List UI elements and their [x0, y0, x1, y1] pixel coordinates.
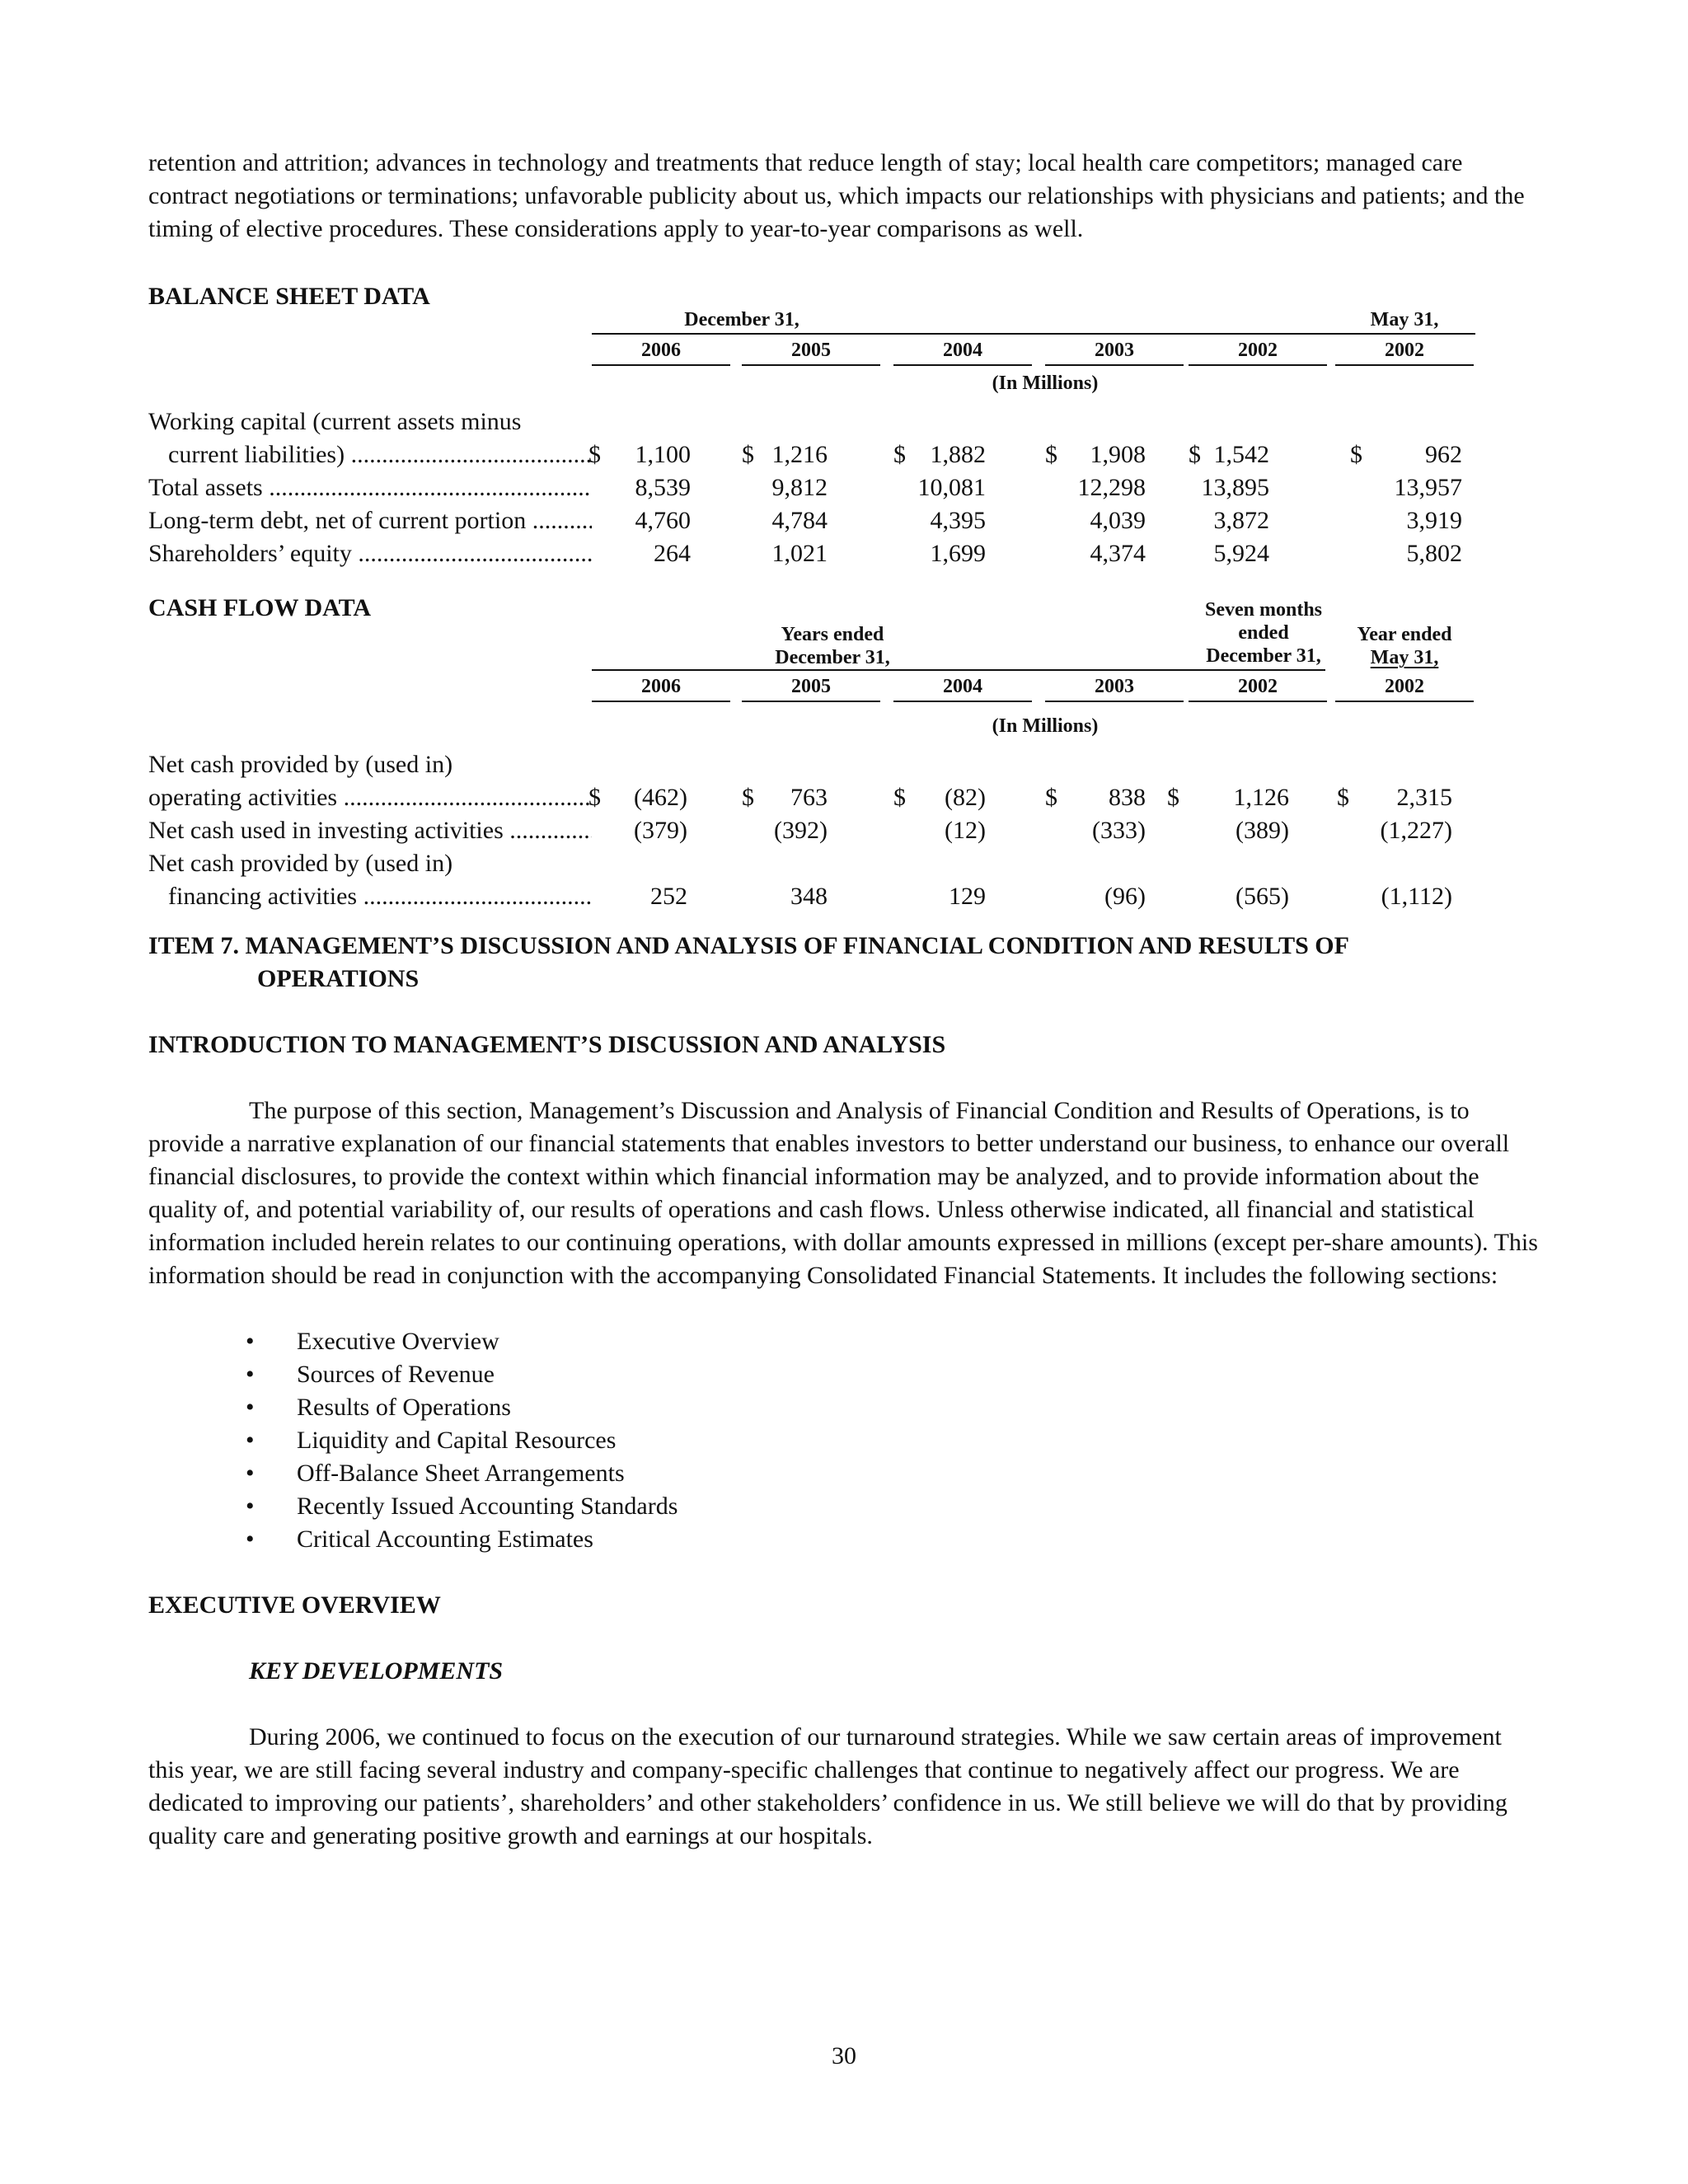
- units-label: (In Millions): [992, 715, 1099, 737]
- list-item-text: Results of Operations: [297, 1394, 511, 1421]
- table-cell-value: 1,542: [1213, 441, 1269, 468]
- list-item-text: Critical Accounting Estimates: [297, 1526, 593, 1553]
- intro-paragraph: retention and attrition; advances in technology and treatments that reduce length of stay; local health care competitors; managed care contract negotiations or terminations; unfavorable publicity about us, which impacts our relationships with physicians and patients; and the timing of elective procedures. These considerations apply to year-to-year comparisons as well.: [148, 149, 1525, 242]
- currency-sign: $: [893, 441, 906, 468]
- table-cell-value: (379): [634, 817, 687, 844]
- table-cell-value: 5,802: [1406, 540, 1462, 567]
- intro-mda-heading: INTRODUCTION TO MANAGEMENT’S DISCUSSION AND ANALYSIS: [148, 1031, 946, 1058]
- table-cell-value: 1,908: [1090, 441, 1146, 468]
- table-cell-value: 13,957: [1394, 474, 1462, 501]
- bullet-icon: •: [246, 1361, 255, 1388]
- balance-sheet-heading: BALANCE SHEET DATA: [148, 283, 430, 310]
- currency-sign: $: [1045, 784, 1057, 811]
- group-label-may: May 31,: [1370, 309, 1439, 330]
- column-header-2: 2004: [943, 676, 982, 697]
- column-rule: [1189, 701, 1327, 702]
- table-cell-value: 962: [1425, 441, 1462, 468]
- row-label: Shareholders’ equity .....: [148, 537, 592, 570]
- row-label: Net cash used in investing activities .....: [148, 814, 592, 847]
- column-rule: [893, 364, 1032, 366]
- table-cell-value: 3,919: [1406, 507, 1462, 534]
- column-rule: [1335, 701, 1474, 702]
- column-rule: [893, 701, 1032, 702]
- group-label-years-ended: Years ended December 31,: [775, 624, 890, 668]
- table-cell-value: (389): [1236, 817, 1289, 844]
- mda-sections-list: [148, 1325, 1541, 1556]
- table-cell-value: 3,872: [1213, 507, 1269, 534]
- table-row: [148, 504, 1500, 537]
- bullet-icon: •: [246, 1526, 255, 1553]
- table-cell-value: 9,812: [771, 474, 828, 501]
- list-item: [148, 1358, 1541, 1391]
- table-row-label-line: [148, 847, 1500, 880]
- table-cell-value: 838: [1109, 784, 1146, 811]
- table-cell-value: 10,081: [917, 474, 986, 501]
- currency-sign: $: [1350, 441, 1362, 468]
- table-cell-value: (12): [945, 817, 986, 844]
- list-item: [148, 1457, 1541, 1490]
- item7-heading: ITEM 7. MANAGEMENT’S DISCUSSION AND ANALYSIS OF FINANCIAL CONDITION AND RESULTS OF OPERATIONS: [148, 932, 1349, 992]
- row-label: operating activities .....: [148, 781, 592, 814]
- table-cell-value: 763: [790, 784, 828, 811]
- list-item: [148, 1325, 1541, 1358]
- document-page: [148, 147, 1541, 1853]
- row-label: current liabilities) .....: [148, 438, 592, 471]
- list-item-text: Off-Balance Sheet Arrangements: [297, 1460, 625, 1487]
- table-cell-value: (1,227): [1380, 817, 1452, 844]
- table-cell-value: (333): [1092, 817, 1146, 844]
- column-header-1: 2005: [791, 676, 831, 697]
- column-header-3: 2003: [1095, 676, 1134, 697]
- table-cell-value: 129: [949, 883, 986, 910]
- list-item-text: Executive Overview: [297, 1328, 499, 1355]
- table-cell-value: (565): [1236, 883, 1289, 910]
- list-item: [148, 1424, 1541, 1457]
- intro-mda-paragraph: The purpose of this section, Management’s Discussion and Analysis of Financial Condition and Results of Operations, is to provide a narrative explanation of our financial statements that enables investors to better understand our business, to enhance our overall financial disclosures, to provide the context within which financial information may be analyzed, and to provide information about the quality of, and potential variability of, our results of operations and cash flows. Unless otherwise indicated, all financial and statistical information included herein relates to our continuing operations, with dollar amounts expressed in millions (except per-share amounts). This information should be read in conjunction with the accompanying Consolidated Financial Statements. It includes the following sections:: [148, 1097, 1538, 1289]
- table-cell-value: 264: [654, 540, 691, 567]
- table-cell-value: 4,395: [930, 507, 986, 534]
- list-item-text: Sources of Revenue: [297, 1361, 495, 1388]
- list-item: [148, 1490, 1541, 1523]
- table-cell-value: 1,699: [930, 540, 986, 567]
- table-cell-value: 1,126: [1233, 784, 1289, 811]
- column-rule: [1335, 364, 1474, 366]
- table-cell-value: 4,784: [771, 507, 828, 534]
- key-developments-subheading: KEY DEVELOPMENTS: [249, 1657, 504, 1685]
- group-label-december: December 31,: [684, 309, 799, 330]
- currency-sign: $: [1189, 441, 1201, 468]
- table-cell-value: (462): [634, 784, 687, 811]
- currency-sign: $: [1045, 441, 1057, 468]
- units-label: (In Millions): [992, 373, 1099, 394]
- column-rule: [1045, 701, 1184, 702]
- table-row-label-line: [148, 405, 1500, 438]
- table-row: [148, 880, 1500, 913]
- balance-sheet-table: [148, 309, 1500, 567]
- table-cell-value: 1,021: [771, 540, 828, 567]
- column-header-1: 2005: [791, 340, 831, 361]
- table-row: [148, 471, 1500, 504]
- table-cell-value: 4,039: [1090, 507, 1146, 534]
- table-cell-value: (1,112): [1381, 883, 1452, 910]
- column-header-5: 2002: [1385, 676, 1424, 697]
- column-rule: [1189, 364, 1327, 366]
- column-rule: [592, 701, 730, 702]
- table-row: [148, 537, 1500, 570]
- column-header-4: 2002: [1238, 340, 1278, 361]
- column-header-0: 2006: [641, 340, 681, 361]
- cash-flow-heading: CASH FLOW DATA: [148, 594, 372, 621]
- group-label-year-ended: Year ended May 31,: [1357, 624, 1452, 668]
- table-row-label-line: [148, 748, 1500, 781]
- executive-overview-paragraph: During 2006, we continued to focus on the execution of our turnaround strategies. While we saw certain areas of improvement this year, we are still facing several industry and company-specific challenges that continue to negatively affect our progress. We are dedicated to improving our patients’, shareholders’ and other stakeholders’ confidence in us. We still believe we will do that by providing quality care and generating positive growth and earnings at our hospitals.: [148, 1723, 1507, 1849]
- currency-sign: $: [588, 784, 601, 811]
- row-label-line1: Working capital (current assets minus: [148, 408, 522, 435]
- currency-sign: $: [742, 784, 754, 811]
- column-rule: [592, 364, 730, 366]
- table-cell-value: 13,895: [1201, 474, 1269, 501]
- row-label: Long-term debt, net of current portion .....: [148, 504, 592, 537]
- table-cell-value: 4,760: [635, 507, 691, 534]
- currency-sign: $: [742, 441, 754, 468]
- group-rule: [592, 669, 1325, 671]
- table-cell-value: (96): [1104, 883, 1146, 910]
- table-cell-value: 4,374: [1090, 540, 1146, 567]
- table-cell-value: (392): [774, 817, 828, 844]
- column-rule: [1045, 364, 1184, 366]
- table-cell-value: 1,882: [930, 441, 986, 468]
- table-cell-value: 2,315: [1396, 784, 1452, 811]
- column-header-4: 2002: [1238, 676, 1278, 697]
- column-header-0: 2006: [641, 676, 681, 697]
- page-number: 30: [832, 2042, 856, 2069]
- bullet-icon: •: [246, 1328, 255, 1355]
- column-header-5: 2002: [1385, 340, 1424, 361]
- table-cell-value: 1,216: [771, 441, 828, 468]
- row-label-line1: Net cash provided by (used in): [148, 751, 453, 778]
- row-label-line1: Net cash provided by (used in): [148, 850, 453, 877]
- currency-sign: $: [1337, 784, 1349, 811]
- bullet-icon: •: [246, 1427, 255, 1454]
- currency-sign: $: [1167, 784, 1179, 811]
- group-label-seven-months: Seven months ended December 31,: [1204, 599, 1323, 667]
- currency-sign: $: [893, 784, 906, 811]
- bullet-icon: •: [246, 1460, 255, 1487]
- table-cell-value: 12,298: [1077, 474, 1146, 501]
- table-cell-value: 5,924: [1213, 540, 1269, 567]
- group-rule: [592, 333, 1475, 335]
- table-row: [148, 781, 1500, 814]
- list-item-text: Recently Issued Accounting Standards: [297, 1493, 678, 1520]
- table-cell-value: 252: [650, 883, 687, 910]
- row-label: financing activities .....: [148, 880, 592, 913]
- column-rule: [742, 701, 880, 702]
- list-item-text: Liquidity and Capital Resources: [297, 1427, 617, 1454]
- column-header-2: 2004: [943, 340, 982, 361]
- currency-sign: $: [588, 441, 601, 468]
- list-item: [148, 1523, 1541, 1556]
- table-cell-value: 8,539: [635, 474, 691, 501]
- column-header-3: 2003: [1095, 340, 1134, 361]
- table-cell-value: 1,100: [635, 441, 691, 468]
- bullet-icon: •: [246, 1394, 255, 1421]
- row-label: Total assets .....: [148, 471, 592, 504]
- list-item: [148, 1391, 1541, 1424]
- table-row: [148, 814, 1500, 847]
- executive-overview-heading: EXECUTIVE OVERVIEW: [148, 1591, 441, 1619]
- bullet-icon: •: [246, 1493, 255, 1520]
- table-cell-value: (82): [945, 784, 986, 811]
- table-row: [148, 438, 1500, 471]
- table-cell-value: 348: [790, 883, 828, 910]
- column-rule: [742, 364, 880, 366]
